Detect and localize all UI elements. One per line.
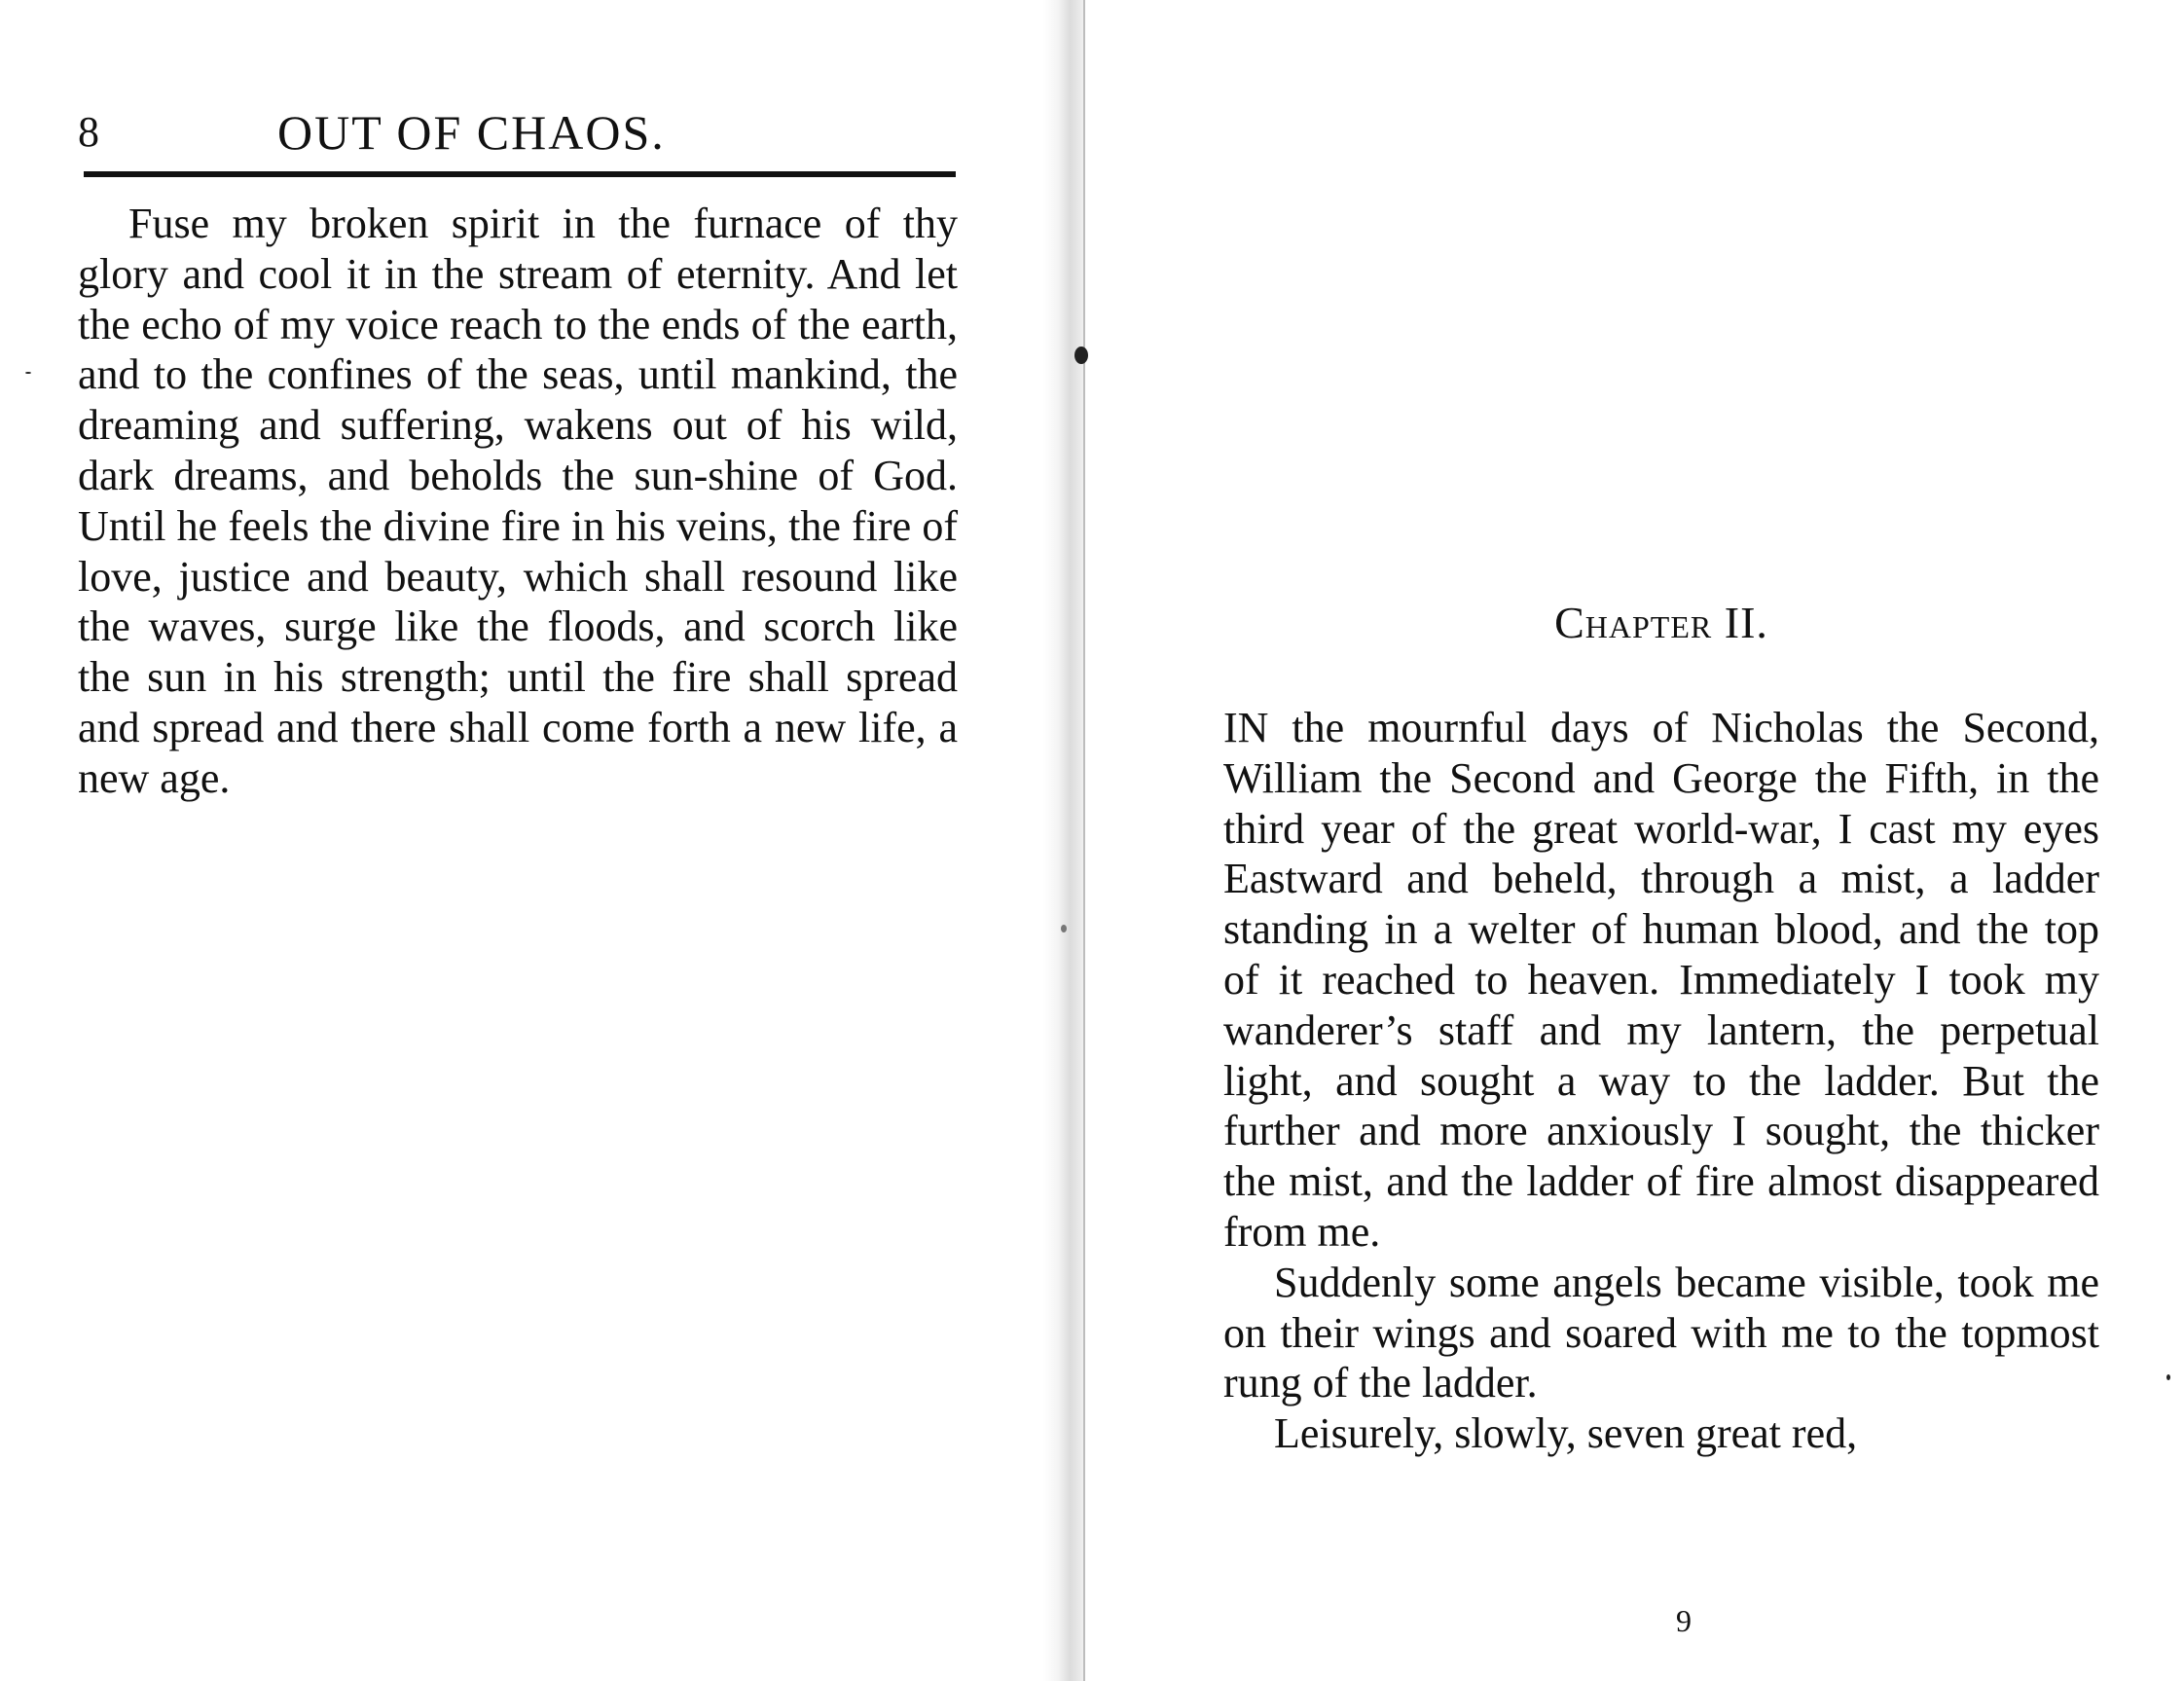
scan-speck xyxy=(25,372,31,374)
scan-speck xyxy=(1074,347,1088,364)
paragraph: Suddenly some angels became visible, took me on their wings and soared with me to the topmost rung of the ladder. xyxy=(1223,1258,2099,1407)
page-header xyxy=(78,105,954,164)
chapter-heading: Chapter II. xyxy=(1554,598,1768,647)
running-title: OUT OF CHAOS. xyxy=(277,105,666,160)
paragraph: IN the mournful days of Nicholas the Second, William the Second and George the Fifth, in the third year of the great world-war, I cast my eyes Eastward and beheld, through a mist, a ladder standing in a welter of human blood, and the top of it reached to heaven. Immediately I took my wanderer’s staff and my lantern, the perpetual light, and sought a way to the ladder. But the further and more anxiously I sought, the thicker the mist, and the ladder of fire almost disappeared from me. xyxy=(1223,704,2099,1256)
body-text xyxy=(1223,703,2099,1459)
left-page xyxy=(0,0,1056,1681)
scan-speck xyxy=(2166,1374,2170,1380)
paragraph: Fuse my broken spirit in the furnace of thy glory and cool it in the stream of eternity. And let the echo of my voice reach to the ends of the earth, and to the confines of the seas, until mankind, the dreaming and suffering, wakens out of his wild, dark dreams, and beholds the sun-shine of God. Until he feels the divine fire in his veins, the fire of love, justice and beauty, which shall resound like the waves, surge like the floods, and scorch like the sun in his strength; until the fire shall spread and spread and there shall come forth a new life, a new age. xyxy=(78,200,958,802)
paragraph: Leisurely, slowly, seven great red, xyxy=(1274,1409,1858,1458)
page-number: 8 xyxy=(78,108,99,156)
body-text xyxy=(78,199,958,804)
header-rule xyxy=(84,171,956,177)
page-number: 9 xyxy=(1676,1603,1692,1638)
scan-speck xyxy=(1061,925,1067,932)
